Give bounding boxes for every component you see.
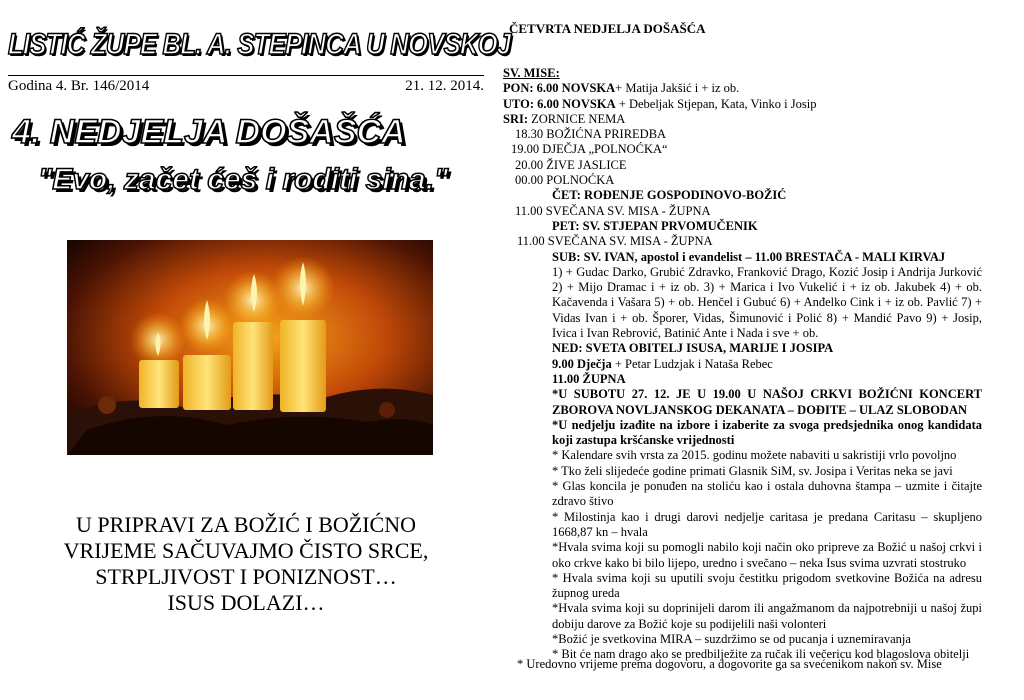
- notice: * Kalendare svih vrsta za 2015. godinu možete nabaviti u sakristiji vrlo povoljno: [552, 448, 957, 463]
- gospel-quote: "Evo, začet ćeš i roditi sina.": [38, 163, 449, 196]
- exhortation: [8, 512, 484, 616]
- thu-label: ČET: ROĐENJE GOSPODINOVO-BOŽIĆ: [552, 188, 787, 203]
- notice: * Bit će nam drago ako se predbilježite za ručak ili večericu kod blagoslova obitelji: [552, 647, 970, 662]
- notice: zdravo štivo: [552, 494, 614, 509]
- sat-intention: Kačavenda i Vašara 5) + ob. Henčel i Gubuć 6) + Anđelko Cink i + iz ob. Pavlić 7) +: [552, 295, 982, 310]
- masthead-rule: [8, 75, 484, 76]
- sun-mass-parish: 11.00 ŽUPNA: [552, 371, 626, 386]
- notice: * Milostinja kao i drugi darovi nedjelje caritasa je predana Caritasu – skupljeno: [552, 509, 982, 524]
- wed-item: 18.30 BOŽIĆNA PRIREDBA: [515, 127, 667, 142]
- exhortation-line: STRPLJIVOST I PONIZNOST…: [95, 564, 397, 589]
- tue-label: UTO: 6.00 NOVSKA: [503, 96, 616, 111]
- notice-elections: koji zastupa kršćanske vrijednosti: [552, 433, 735, 448]
- sun-mass-text: + Petar Ludzjak i Nataša Rebec: [611, 356, 773, 371]
- mon-label: PON: 6.00 NOVSKA: [503, 81, 616, 96]
- notice: 1668,87 kn – hvala: [552, 524, 648, 539]
- exhortation-line: U PRIPRAVI ZA BOŽIĆ I BOŽIĆNO: [75, 512, 416, 537]
- notice: *Božić je svetkovina MIRA – suzdržimo se od pucanja i uznemiravanja: [552, 631, 911, 646]
- notice: *Hvala svima koji su doprinijeli darom ili angažmanom da najpotrebniji u našoj župi: [552, 601, 982, 616]
- notice-elections: *U nedjelju izađite na izbore i izaberite za svoga predsjednika onog kandidata: [552, 417, 982, 432]
- sat-intention: Vidas Ivan i + ob. Šporer, Vidas, Šimunović i Polić 8) + Mandić Pavo 9) + Josip,: [552, 310, 982, 325]
- notice: župnog ureda: [552, 586, 620, 601]
- page-headline: 4. NEDJELJA DOŠAŠĆA: [12, 113, 406, 151]
- mon-text: + Matija Jakšić i + iz ob.: [615, 81, 740, 96]
- notice: * Glas koncila je ponuđen na stoliću kao i ostala duhovna štampa – uzmite i čitajte: [552, 479, 982, 494]
- exhortation-line: VRIJEME SAČUVAJMO ČISTO SRCE,: [63, 538, 429, 563]
- notice-concert: ZBOROVA NOVLJANSKOG DEKANATA – DOĐITE – ULAZ SLOBODAN: [552, 402, 968, 417]
- schedule-title: ČETVRTA NEDJELJA DOŠAŠĆA: [509, 21, 706, 36]
- wed-label: SRI:: [503, 111, 529, 126]
- sat-intention: 1) + Gudac Darko, Grubić Zdravko, Franković Drago, Kozić Josip i Andrija Jurković: [552, 264, 982, 279]
- notice: dobiju darove za Božić koje su podijelili naši volonteri: [552, 616, 827, 631]
- office-hours-note: * Uredovno vrijeme prema dogovoru, a dogovorite ga sa svećenikom nakon sv. Mise: [517, 657, 942, 671]
- sat-intention: 2) + Mijo Dramac i + iz ob. 3) + Marica i Ivo Vukelić i + iz ob. Jakubek 4) + ob.: [552, 280, 982, 295]
- exhortation-line: ISUS DOLAZI…: [167, 590, 325, 615]
- wed-item: 00.00 POLNOĆKA: [515, 173, 615, 188]
- sun-label: NED: SVETA OBITELJ ISUSA, MARIJE I JOSIPA: [552, 341, 834, 356]
- notice: *Hvala svima koji su pomogli nabilo koji način oko pripreve za Božić u našoj crkvi i: [552, 540, 982, 555]
- sat-label: SUB: SV. IVAN, apostol i evandelist – 11.00 BRESTAČA - MALI KIRVAJ: [552, 249, 946, 264]
- notice: * Hvala svima koji su uputili svoju čestitku prigodom svetkovine Božića na adresu: [552, 570, 982, 585]
- thu-item: 11.00 SVEČANA SV. MISA - ŽUPNA: [515, 203, 711, 218]
- fri-label: PET: SV. STJEPAN PRVOMUČENIK: [552, 218, 758, 233]
- sat-intention: Ivica i Ivan Rebrović, Batinić Ante i Nada i sve + ob.: [552, 326, 819, 341]
- notice: * Tko želi slijedeće godine primati Glasnik SiM, sv. Josipa i Veritas neka se javi: [552, 463, 953, 478]
- wed-text: ZORNICE NEMA: [528, 111, 626, 126]
- masses-header: SV. MISE:: [503, 66, 560, 80]
- wed-item: 19.00 DJEČJA „POLNOĆKA“: [511, 142, 668, 157]
- tue-text: + Debeljak Stjepan, Kata, Vinko i Josip: [615, 96, 817, 111]
- notice: oko crkve kako bi bilo lijepo, uredno i svečano – neka Isus svima uzvrati stostruko: [552, 555, 967, 570]
- notice-concert: *U SUBOTU 27. 12. JE U 19.00 U NAŠOJ CRKVI BOŽIĆNI KONCERT: [552, 387, 982, 402]
- advent-candles-photo: [67, 240, 433, 455]
- wed-item: 20.00 ŽIVE JASLICE: [515, 157, 627, 172]
- issue-date: 21. 12. 2014.: [405, 78, 484, 94]
- masthead-title: LISTIĆ ŽUPE BL. A. STEPINCA U NOVSKOJ: [8, 28, 511, 61]
- fri-item: 11.00 SVEČANA SV. MISA - ŽUPNA: [517, 234, 713, 249]
- sun-mass-label: 9.00 Dječja: [552, 356, 612, 371]
- issue-number: Godina 4. Br. 146/2014: [8, 78, 150, 94]
- issue-line: [8, 78, 484, 95]
